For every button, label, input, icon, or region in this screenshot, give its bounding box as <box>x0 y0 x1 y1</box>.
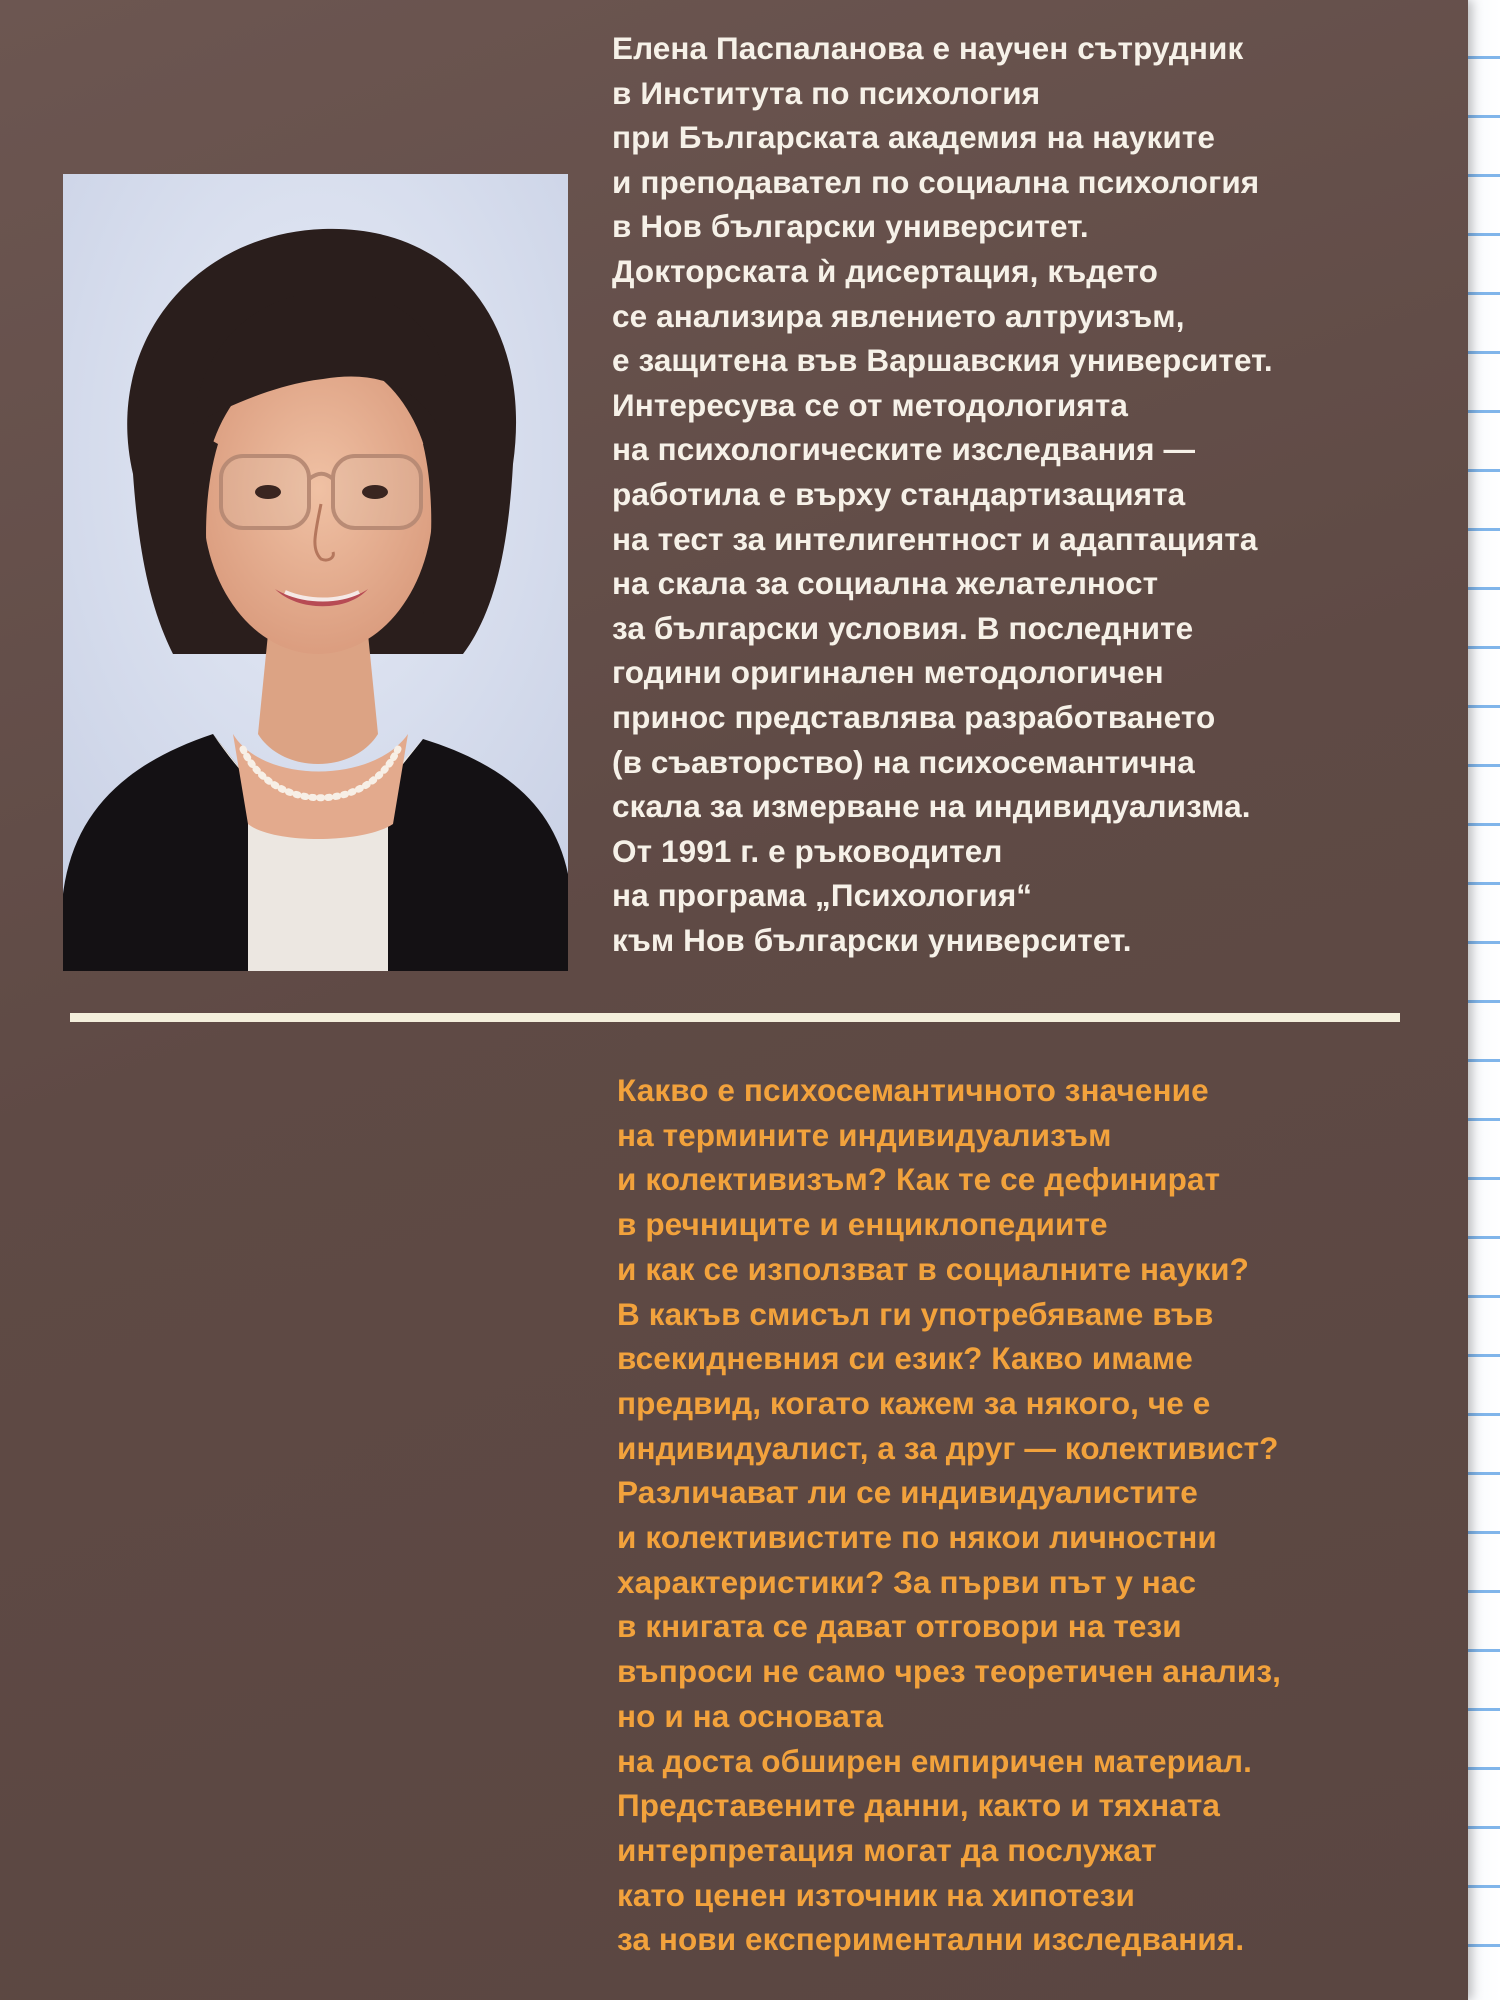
author-photo <box>63 174 568 971</box>
author-portrait-image <box>63 174 568 971</box>
book-description: Какво е психосемантичното значение на термините индивидуализъм и колективизъм? Как те се дефинират в речниците и енциклопедиите и как се използват в социалните науки? В какъв смисъл ги употребяваме във всекидневния си език? Какво имаме предвид, когато кажем за някого, че е индивидуалист, а за друг — колективист? Различават ли се индивидуалистите и колективистите по някои личностни характеристики? За първи път у нас в книгата се дават отговори на тези въпроси не само чрез теоретичен анализ, но и на основата на доста обширен емпиричен материал. Представените данни, както и тяхната интерпретация могат да послужат като ценен източник на хипотези за нови експериментални изследвания. <box>617 1072 1281 1958</box>
author-biography: Елена Паспаланова е научен сътрудник в Института по психология при Българската академия на науките и преподавател по социална психология в Нов български университет. Докторската ѝ дисертация, където се анализира явлението алтруизъм, е защитена във Варшавския университет. Интересува се от методологията на психологическите изследвания — работила е върху стандартизацията на тест за интелигентност и адаптацията на скала за социална желателност за български условия. В последните години оригинален методологичен принос представлява разработването (в съавторство) на психосемантична скала за измерване на индивидуализма. От 1991 г. е ръководител на програма „Психология“ към Нов български университет. <box>612 30 1273 958</box>
section-divider <box>70 1013 1400 1022</box>
